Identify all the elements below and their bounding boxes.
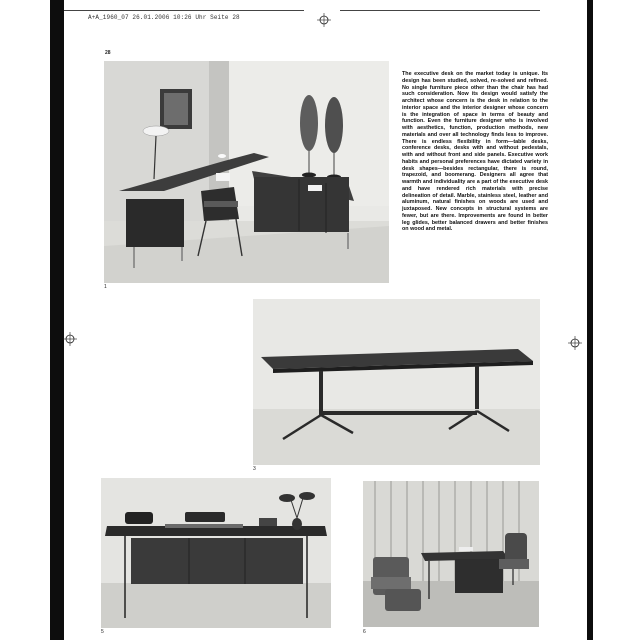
registration-mark-left	[63, 332, 77, 346]
figure-1-photo	[104, 61, 389, 283]
figure-3-photo	[253, 299, 540, 465]
print-header: A+A_1960_07 26.01.2006 10:26 Uhr Seite 28	[88, 14, 240, 21]
figure-1-number: 1	[104, 284, 107, 290]
figure-6-photo	[363, 481, 539, 627]
page-edge-left	[50, 0, 64, 640]
figure-3-number: 3	[253, 466, 256, 472]
page-edge-right	[587, 0, 593, 640]
header-rule-left	[64, 10, 304, 11]
header-rule-right	[340, 10, 540, 11]
registration-mark-top	[317, 13, 331, 27]
figure-5-photo	[101, 478, 331, 628]
figure-6-number: 6	[363, 629, 366, 635]
registration-mark-right	[568, 336, 582, 350]
figure-5-number: 5	[101, 629, 104, 635]
page-number: 28	[105, 50, 111, 56]
article-body: The executive desk on the market today is unique. Its design has been studied, solved, re-solved and refined. No single furniture piece other than the chair has had such consideration. Now its design would satisfy the architect whose concern is the desk in relation to the interior space and the interior designer whose concern is the integration of space in terms of beauty and function. Even the furniture designer who is involved with aesthetics, function, production methods, new materials and over all technology finds less to improve. There is endless flexibility in form—table desks, conference desks, desks with and without pedestals, with and without front and side panels. Executive work habits and personal preferences have dictated variety in desk shapes—besides rectangular, there is round, trapezoid, and boomerang. Designers all agree that warmth and individuality are a part of the executive desk and have rendered rich materials with precise delineation of detail. Marble, stainless steel, leather and aluminum, natural finishes on woods are used and juxtaposed. New concepts in structural systems are fewer, but are there. Improvements are found in better leg glides, better balanced drawers and better finishes on wood and metal.	[402, 71, 548, 233]
